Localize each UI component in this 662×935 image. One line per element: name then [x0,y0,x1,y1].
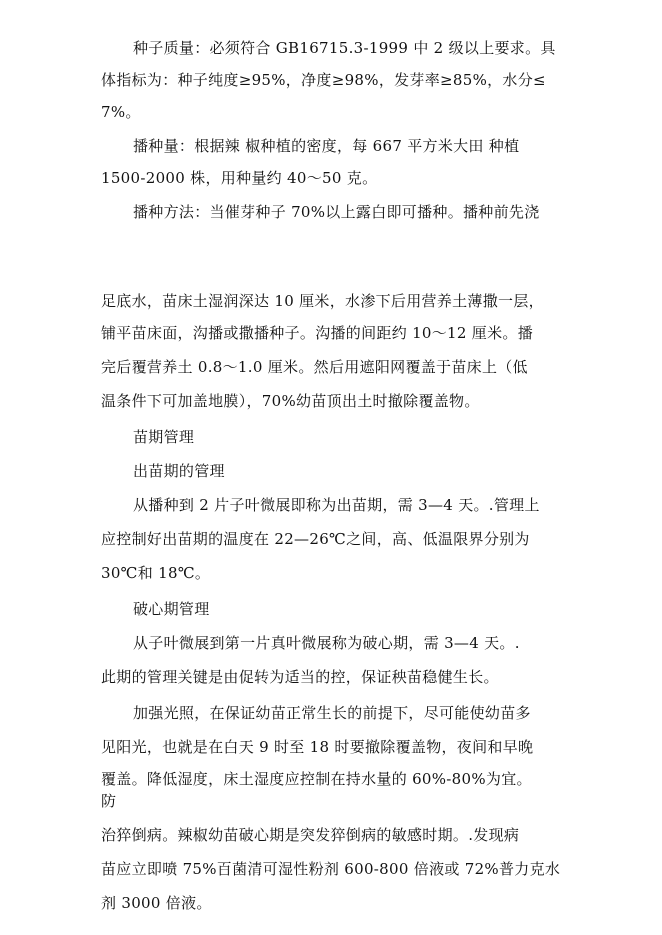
text-line: 见阳光，也就是在白天 9 时至 18 时要撤除覆盖物，夜间和早晚 [101,738,534,756]
text-line: 温条件下可加盖地膜），70%幼苗顶出土时撤除覆盖物。 [101,392,480,410]
text-line: 从播种到 2 片子叶微展即称为出苗期，需 3—4 天。.管理上 [133,496,540,514]
text-line: 苗应立即喷 75%百菌清可湿性粉剂 600-800 倍液或 72%普力克水 [101,860,561,878]
subsection-heading: 出苗期的管理 [133,462,225,480]
text-line: 应控制好出苗期的温度在 22—26℃之间，高、低温限界分别为 [101,530,530,548]
text-line: 种子质量：必须符合 GB16715.3-1999 中 2 级以上要求。具 [133,39,556,57]
text-line: 30℃和 18℃。 [101,564,211,582]
text-line: 1500-2000 株，用种量约 40～50 克。 [101,169,378,187]
text-line: 播种方法：当催芽种子 70%以上露白即可播种。播种前先浇 [133,203,540,221]
text-line: 足底水，苗床土湿润深达 10 厘米，水渗下后用营养土薄撒一层， [101,292,544,310]
text-line: 7%。 [101,103,141,121]
text-line: 播种量：根据辣 椒种植的密度，每 667 平方米大田 种植 [133,137,520,155]
text-line: 治猝倒病。辣椒幼苗破心期是突发猝倒病的敏感时期。.发现病 [101,826,520,844]
text-line: 完后覆营养土 0.8～1.0 厘米。然后用遮阳网覆盖于苗床上（低 [101,358,528,376]
subsection-heading: 破心期管理 [133,600,210,618]
text-line: 覆盖。降低湿度，床土湿度应控制在持水量的 60%-80%为宜。 [101,770,532,788]
text-line: 防 [101,792,117,810]
text-line: 加强光照，在保证幼苗正常生长的前提下，尽可能使幼苗多 [133,704,531,722]
text-line: 从子叶微展到第一片真叶微展称为破心期，需 3—4 天。. [133,634,520,652]
text-line: 体指标为：种子纯度≥95%，净度≥98%，发芽率≥85%，水分≤ [101,71,546,89]
text-line: 剂 3000 倍液。 [101,894,212,912]
text-line: 此期的管理关键是由促转为适当的控，保证秧苗稳健生长。 [101,668,499,686]
section-heading: 苗期管理 [133,428,195,446]
text-line: 铺平苗床面，沟播或撒播种子。沟播的间距约 10～12 厘米。播 [101,324,534,342]
